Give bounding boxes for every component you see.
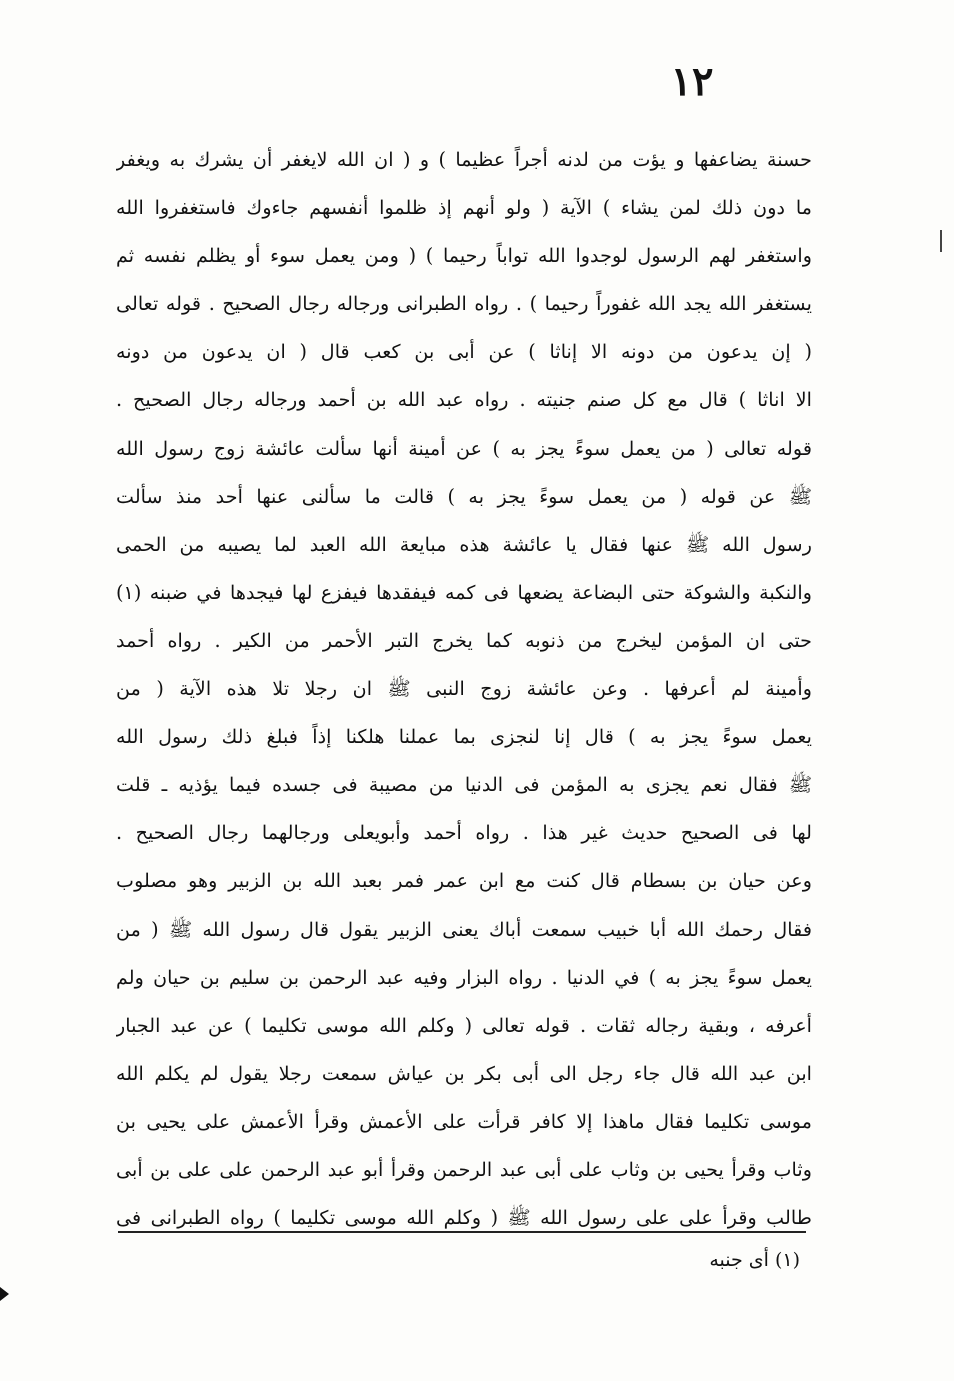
text-line: والنكبة والشوكة حتى البضاعة يضعها فى كمه فيفقدها فيفزع لها فيجدها في ضبنه (١) xyxy=(116,580,812,604)
page-number: ١٢ xyxy=(670,58,714,105)
text-line: حتى ان المؤمن ليخرج من ذنوبه كما يخرج التبر الأحمر من الكير . رواه أحمد xyxy=(116,628,812,652)
footnote: (١) أى جنبه xyxy=(709,1249,800,1271)
text-line: ابن عبد الله قال جاء رجل الى أبى بكر بن عياش سمعت رجلا يقول لم يكلم الله xyxy=(116,1061,812,1085)
text-line: طالب وقرأ على على رسول الله ﷺ ( وكلم الله موسى تكليما ) رواه الطبرانى فى xyxy=(116,1206,812,1230)
margin-tick-mark xyxy=(940,230,942,252)
footnote-divider xyxy=(118,1231,806,1233)
text-line: وثاب وقرأ يحيى بن وثاب على أبى عبد الرحمن وقرأ أبو عبد الرحمن على على بن أبى xyxy=(116,1157,812,1181)
text-line: الا اناثا ) قال مع كل صنم جنيته . رواه عبد الله بن أحمد ورجاله رجال الصحيح . xyxy=(116,388,812,412)
text-line: حسنة يضاعفها و يؤت من لدنه أجراً عظيما ) و ( ان الله لايغفر أن يشرك به ويغفر xyxy=(116,148,812,171)
text-line: فقال رحمك الله أبا خبيب سمعت أباك يعنى الزبير يقول قال رسول الله ﷺ ( من xyxy=(116,917,812,941)
text-line: يعمل سوءً يجز به ) في الدنيا . رواه البزار وفيه عبد الرحمن بن سليم بن حيان ولم xyxy=(116,965,812,989)
text-line: ما دون ذلك لمن يشاء ) الآية ( ولو أنهم إذ ظلموا أنفسهم جاءوك فاستغفروا الله xyxy=(116,196,812,220)
text-line: يستغفر الله يجد الله غفوراً رحيما ) . رواه الطبرانى ورجاله رجال الصحيح . قوله تعالى xyxy=(116,292,812,316)
text-line: ﷺ فقال نعم يجزى به المؤمن فى الدنيا من مصيبة فى جسده فيما يؤذيه ـ قلت xyxy=(116,773,812,797)
text-line: يعمل سوءً يجز به ) قال إنا لنجزى بما عملنا هلكنا إذاً فبلغ ذلك رسول الله xyxy=(116,725,812,749)
text-line: ﷺ عن قوله ( من يعمل سوءً يجز به ) قالت ما سألنى عنها أحد منذ سألت xyxy=(116,484,812,508)
text-line: رسول الله ﷺ عنها فقال يا عائشة هذه مبايعة الله العبد لما يصيبه من الحمى xyxy=(116,532,812,556)
body-text xyxy=(116,136,812,1242)
binding-hole-mark xyxy=(0,1287,9,1301)
text-line: وأمينة لم أعرفها . وعن عائشة زوج النبى ﷺ ان رجلا تلا هذه الآية ( من xyxy=(116,677,812,701)
text-line: قوله تعالى ( من يعمل سوءً يجز به ) عن أمينة أنها سألت عائشة زوج رسول الله xyxy=(116,436,812,460)
text-line: موسى تكليما فقال ماهذا إلا كافر قرأت على الأعمش وقرأ الأعمش على يحيى بن xyxy=(116,1109,812,1133)
text-line: واستغفر لهم الرسول لوجدوا الله تواباً رحيما ) ( ومن يعمل سوء أو يظلم نفسه ثم xyxy=(116,244,812,268)
text-line: لها فى الصحيح حديث غير هذا . رواه أحمد وأبويعلى ورجالهما رجال الصحيح . xyxy=(116,821,812,845)
text-line: وعن حيان بن بسطام قال كنت مع ابن عمر فمر بعبد الله بن الزبير وهو مصلوب xyxy=(116,869,812,893)
text-line: أعرفه ، وبقية رجاله ثقات . قوله تعالى ( وكلم الله موسى تكليما ) عن عبد الجبار xyxy=(116,1013,812,1037)
text-line: ( إن يدعون من دونه الا إناثا ) عن أبى بن كعب قال ( ان يدعون من دونه xyxy=(116,340,812,364)
